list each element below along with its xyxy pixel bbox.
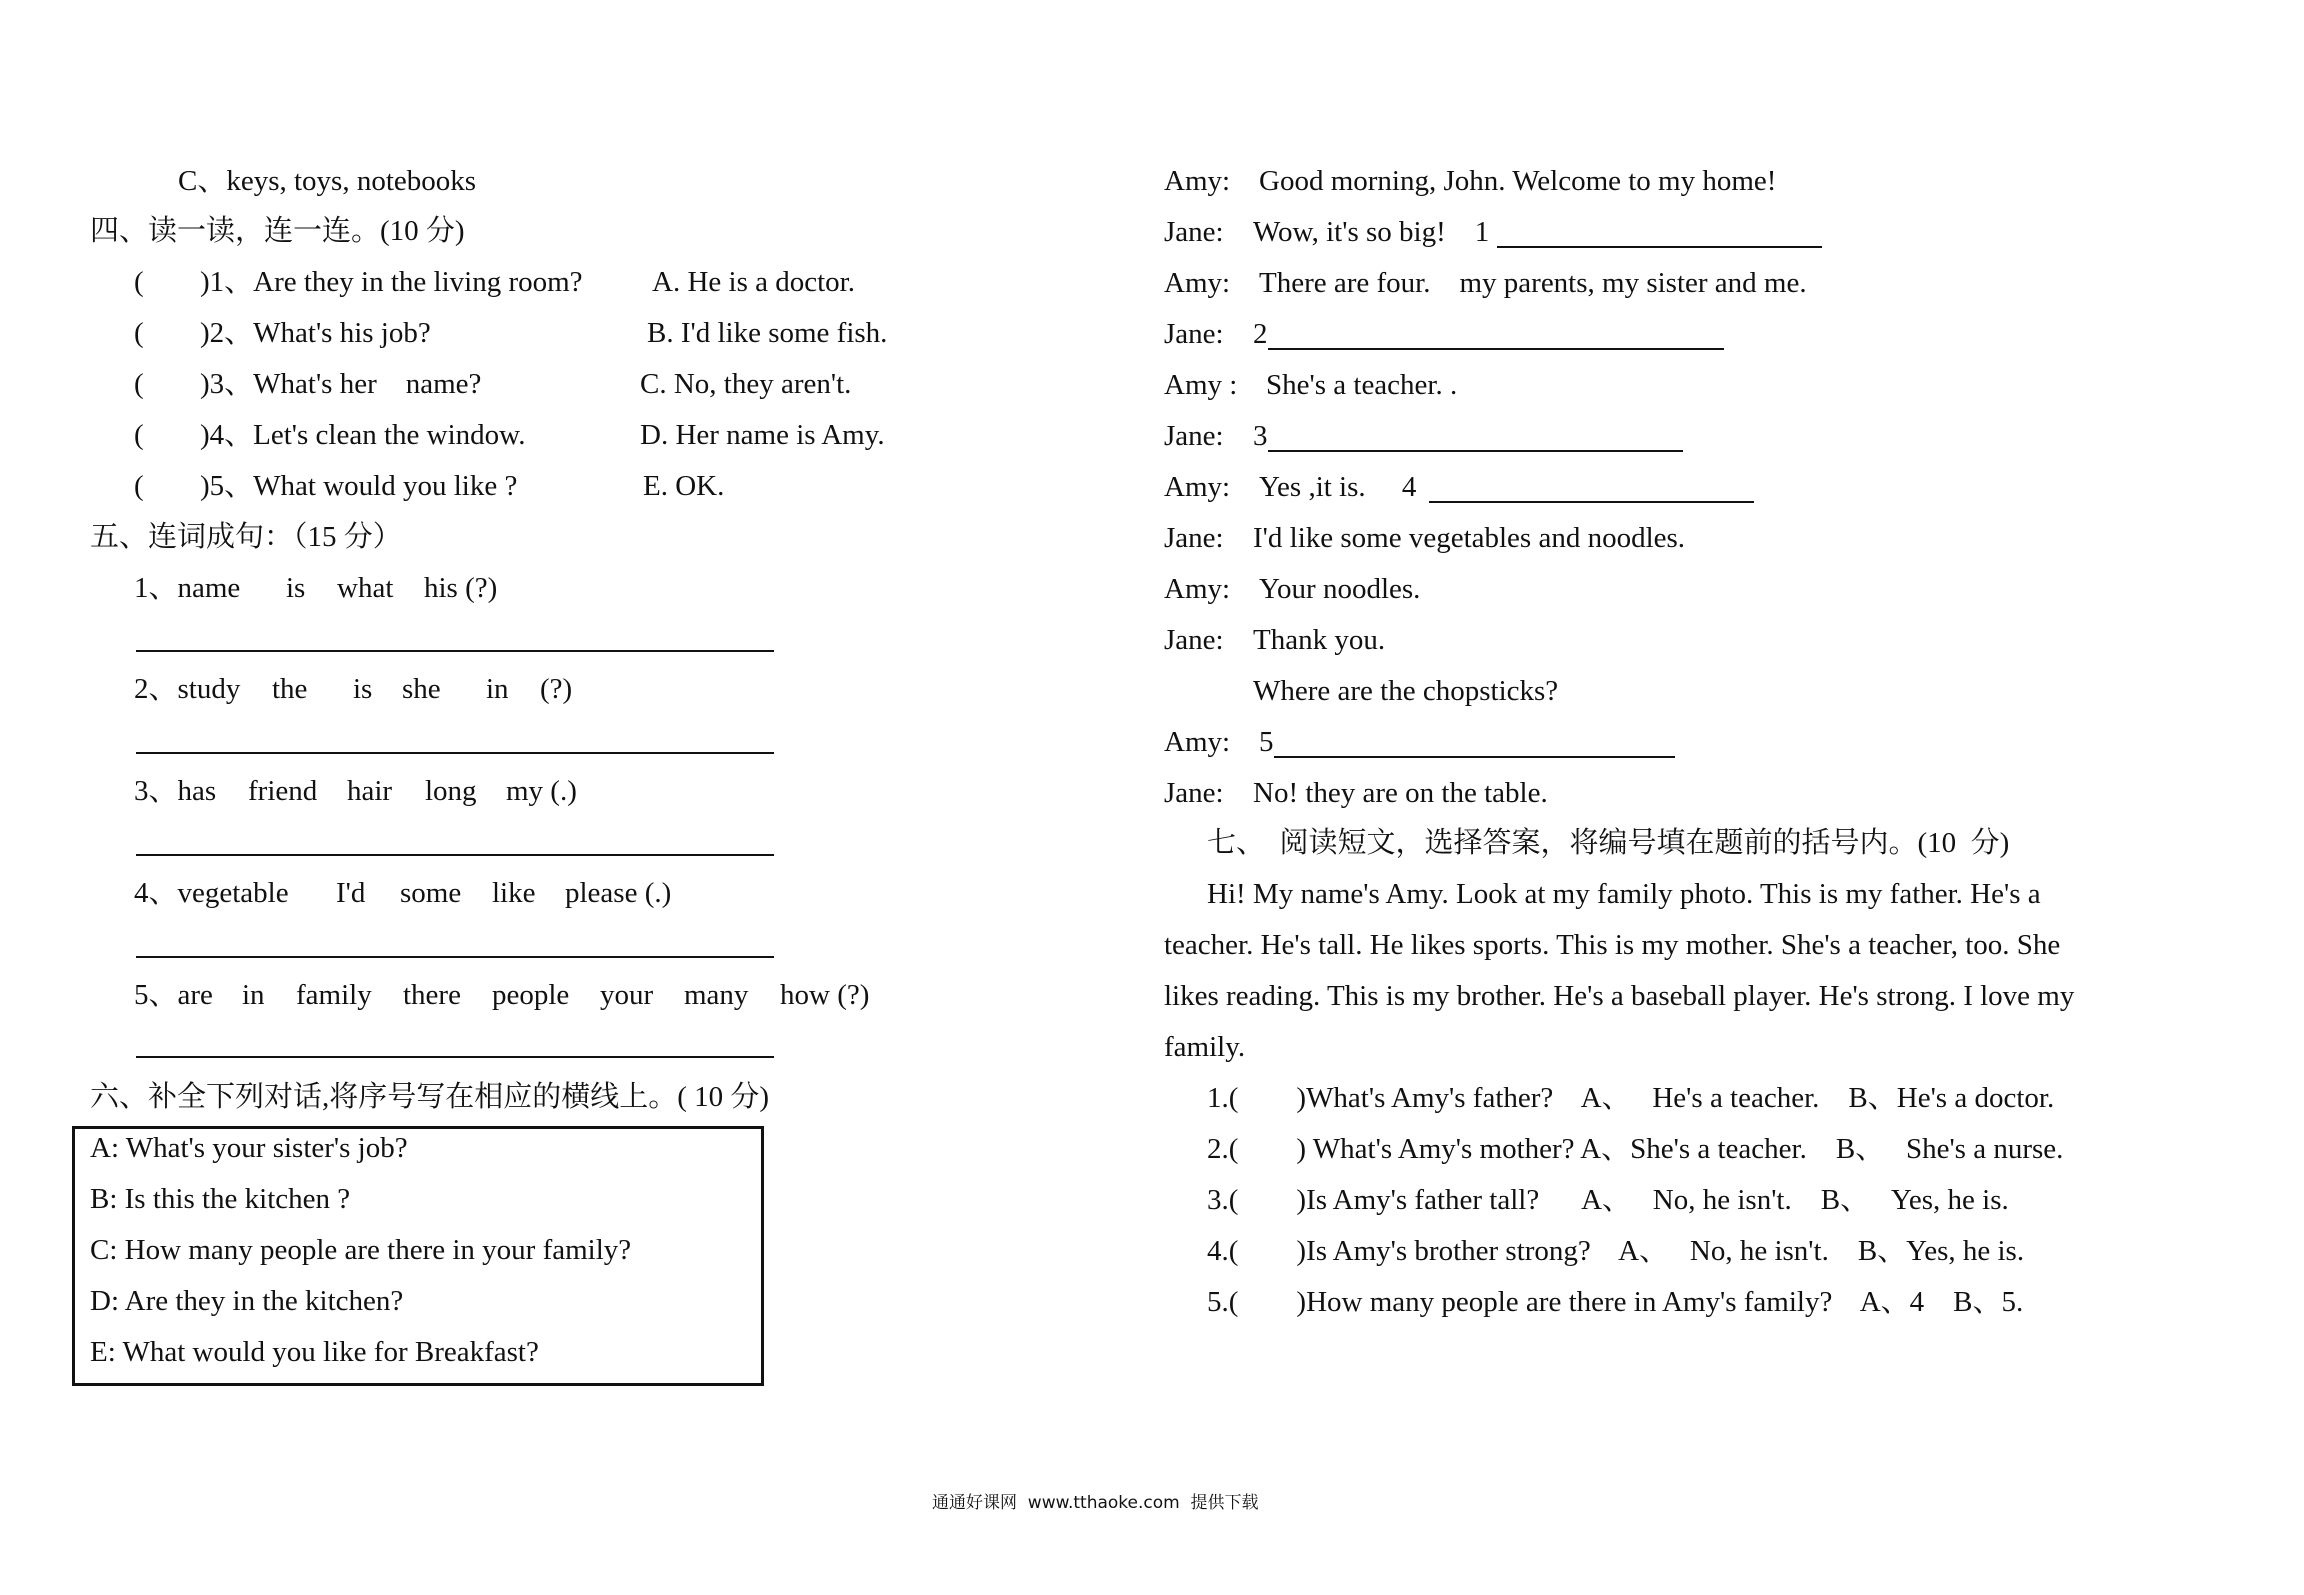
word: some	[400, 877, 462, 909]
reading-question[interactable]: 5.( )How many people are there in Amy's family? A、4 B、5.	[1207, 1286, 2024, 1318]
option-b: B: Is this the kitchen ?	[90, 1183, 351, 1215]
utterance: 5	[1259, 726, 1274, 758]
speaker: Amy:	[1164, 471, 1231, 503]
passage-line: likes reading. This is my brother. He's a baseball player. He's strong. I love my	[1164, 980, 2075, 1012]
question-text: )2、What's his job?	[200, 317, 431, 349]
word: I'd	[336, 877, 366, 909]
section5-title: 五、连词成句：（15 分）	[90, 521, 402, 553]
speaker: Jane:	[1164, 318, 1224, 350]
word: like	[492, 877, 536, 909]
answer-line[interactable]	[1268, 450, 1683, 452]
speaker: Jane:	[1164, 420, 1224, 452]
option-d: D: Are they in the kitchen?	[90, 1285, 404, 1317]
word: his (?)	[424, 572, 498, 604]
speaker: Amy :	[1164, 369, 1238, 401]
answer-bracket[interactable]: (	[134, 317, 144, 349]
word: people	[492, 979, 570, 1011]
utterance: Good morning, John. Welcome to my home!	[1259, 165, 1777, 197]
reading-question[interactable]: 3.( )Is Amy's father tall? A、 No, he isn't. B、 Yes, he is.	[1207, 1184, 2009, 1216]
word: long	[425, 775, 477, 807]
option-c: C: How many people are there in your family?	[90, 1234, 632, 1266]
answer-option: A. He is a doctor.	[652, 266, 855, 298]
utterance: There are four. my parents, my sister and me.	[1259, 267, 1807, 299]
word: my (.)	[506, 775, 577, 807]
utterance: No! they are on the table.	[1253, 777, 1548, 809]
word: 3、has	[134, 775, 217, 807]
answer-option: E. OK.	[643, 470, 725, 502]
word: the	[272, 673, 308, 705]
word: is	[286, 572, 306, 604]
speaker: Amy:	[1164, 165, 1231, 197]
question-text: )4、Let's clean the window.	[200, 419, 526, 451]
answer-bracket[interactable]: (	[134, 266, 144, 298]
word: please (.)	[565, 877, 672, 909]
word: how (?)	[780, 979, 870, 1011]
passage-line: Hi! My name's Amy. Look at my family photo. This is my father. He's a	[1207, 878, 2041, 910]
word: (?)	[540, 673, 573, 705]
section7-title: 七、 阅读短文，选择答案，将编号填在题前的括号内。(10 分)	[1207, 827, 2010, 859]
answer-line[interactable]	[136, 854, 774, 856]
utterance: Thank you.	[1253, 624, 1386, 656]
speaker: Amy:	[1164, 573, 1231, 605]
answer-line[interactable]	[1274, 756, 1675, 758]
word: hair	[347, 775, 393, 807]
answer-bracket[interactable]: (	[134, 470, 144, 502]
answer-line[interactable]	[1497, 246, 1822, 248]
answer-option: D. Her name is Amy.	[640, 419, 885, 451]
section4-title: 四、读一读，连一连。(10 分)	[90, 215, 465, 247]
word: family	[296, 979, 372, 1011]
word: 2、study	[134, 673, 241, 705]
word: 1、name	[134, 572, 241, 604]
utterance: 3	[1253, 420, 1268, 452]
speaker: Jane:	[1164, 777, 1224, 809]
speaker: Jane:	[1164, 624, 1224, 656]
option-e: E: What would you like for Breakfast?	[90, 1336, 539, 1368]
answer-option: C. No, they aren't.	[640, 368, 852, 400]
reading-question[interactable]: 2.( ) What's Amy's mother? A、She's a teacher. B、 She's a nurse.	[1207, 1133, 2064, 1165]
question-text: )5、What would you like ?	[200, 470, 518, 502]
speaker: Amy:	[1164, 726, 1231, 758]
utterance: I'd like some vegetables and noodles.	[1253, 522, 1686, 554]
prev-option-c: C、keys, toys, notebooks	[178, 165, 477, 197]
utterance: Where are the chopsticks?	[1253, 675, 1559, 707]
answer-line[interactable]	[136, 752, 774, 754]
section6-title: 六、补全下列对话,将序号写在相应的横线上。( 10 分)	[90, 1081, 770, 1113]
word: 5、are	[134, 979, 213, 1011]
word: in	[486, 673, 509, 705]
answer-line[interactable]	[1429, 501, 1754, 503]
answer-option: B. I'd like some fish.	[647, 317, 888, 349]
word: there	[403, 979, 461, 1011]
answer-line[interactable]	[1268, 348, 1724, 350]
utterance: 2	[1253, 318, 1268, 350]
answer-line[interactable]	[136, 1056, 774, 1058]
speaker: Jane:	[1164, 216, 1224, 248]
word: your	[600, 979, 654, 1011]
answer-line[interactable]	[136, 650, 774, 652]
word: many	[684, 979, 749, 1011]
footer-source: 通通好课网 www.tthaoke.com 提供下载	[932, 1493, 1259, 1513]
reading-question[interactable]: 1.( )What's Amy's father? A、 He's a teacher. B、He's a doctor.	[1207, 1082, 2055, 1114]
answer-line[interactable]	[136, 956, 774, 958]
word: she	[402, 673, 441, 705]
question-text: )3、What's her name?	[200, 368, 482, 400]
question-text: )1、Are they in the living room?	[200, 266, 583, 298]
answer-bracket[interactable]: (	[134, 368, 144, 400]
utterance: Wow, it's so big! 1	[1253, 216, 1490, 248]
word: friend	[248, 775, 318, 807]
word: what	[337, 572, 394, 604]
utterance: She's a teacher. .	[1266, 369, 1458, 401]
utterance: Yes ,it is. 4	[1259, 471, 1417, 503]
passage-line: family.	[1164, 1031, 1246, 1063]
passage-line: teacher. He's tall. He likes sports. This is my mother. She's a teacher, too. She	[1164, 929, 2061, 961]
utterance: Your noodles.	[1259, 573, 1421, 605]
reading-question[interactable]: 4.( )Is Amy's brother strong? A、 No, he isn't. B、Yes, he is.	[1207, 1235, 2025, 1267]
speaker: Jane:	[1164, 522, 1224, 554]
answer-bracket[interactable]: (	[134, 419, 144, 451]
word: 4、vegetable	[134, 877, 289, 909]
option-a: A: What's your sister's job?	[90, 1132, 408, 1164]
word: is	[353, 673, 373, 705]
word: in	[242, 979, 265, 1011]
speaker: Amy:	[1164, 267, 1231, 299]
